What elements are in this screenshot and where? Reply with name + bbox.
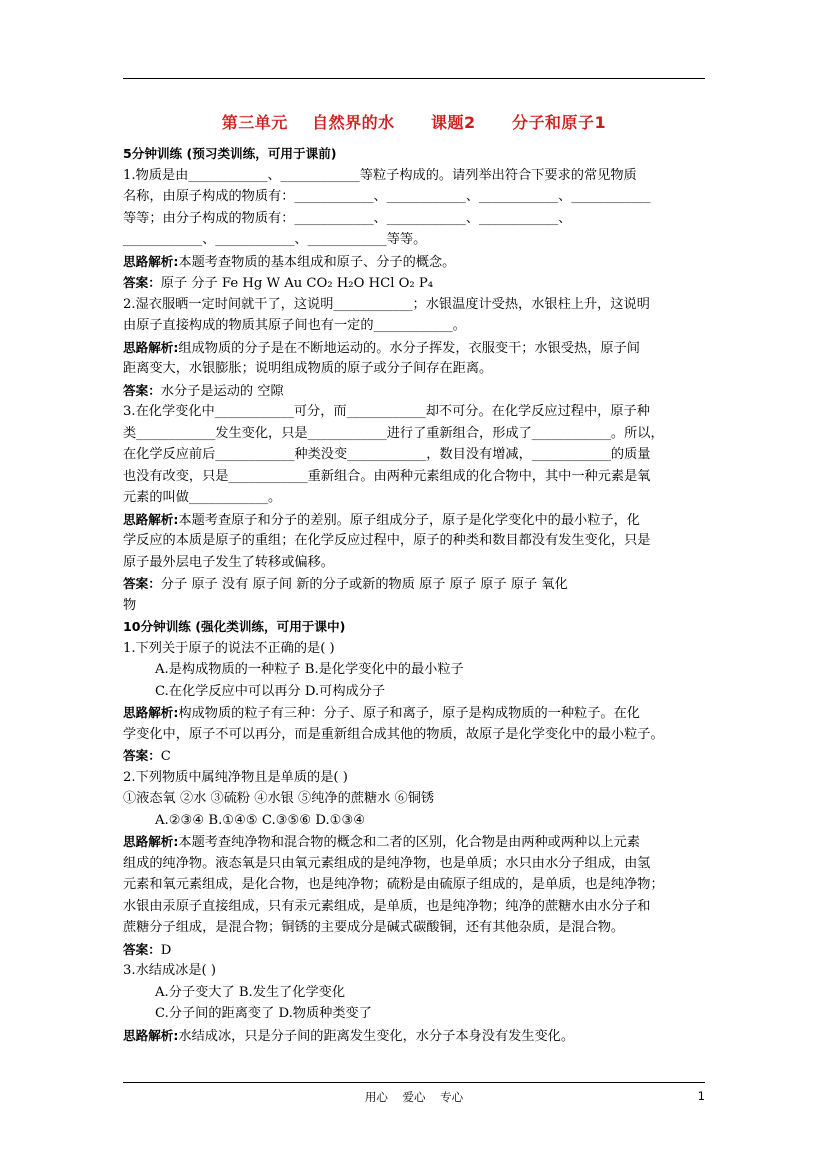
question-text: ①液态氧 ②水 ③硫粉 ④水银 ⑤纯净的蔗糖水 ⑥铜锈 <box>123 791 435 806</box>
answer-text: 答案：分子 原子 没有 原子间 新的分子或新的物质 原子 原子 原子 原子 氧化 <box>123 576 568 592</box>
document-body <box>123 143 705 1046</box>
question-text: 1.物质是由____________、____________等粒子构成的。请列举出符合下要求的常见物质 <box>123 167 637 183</box>
analysis-text: 元素和氧元素组成，是化合物，也是纯净物；硫粉是由硫原子组成的，是单质，也是纯净物； <box>123 877 664 892</box>
analysis-text: 原子最外层电子发生了转移或偏移。 <box>123 554 334 570</box>
question-text: 2.湿衣服晒一定时间就干了，这说明____________；水银温度计受热，水银柱上升，这说明 <box>123 296 650 312</box>
question-text: ____________、____________、____________等等。 <box>123 232 427 247</box>
analysis-text: 思路解析:本题考查物质的基本组成和原子、分子的概念。 <box>123 253 456 270</box>
analysis-text: 思路解析:水结成冰，只是分子间的距离发生变化，水分子本身没有发生变化。 <box>123 1027 575 1044</box>
footer-motto: 用心 爱心 专心 <box>364 1090 464 1104</box>
question-text: 在化学反应前后____________种类没变____________，数目没有增减，____________的质量 <box>123 447 651 462</box>
analysis-label: 思路解析: <box>123 834 179 849</box>
analysis-label: 思路解析: <box>123 705 179 720</box>
option-row: A.②③④ B.①④⑤ C.③⑤⑥ D.①③④ <box>155 812 366 828</box>
question-text: 名称，由原子构成的物质有：____________、____________、____________、____________ <box>123 189 651 204</box>
answer-label: 答案： <box>123 748 161 763</box>
analysis-text: 距离变大，水银膨胀；说明组成物质的原子或分子间存在距离。 <box>123 361 493 376</box>
option-row: C.分子间的距离变了 D.物质种类变了 <box>155 1006 372 1021</box>
answer-label: 答案： <box>123 382 161 398</box>
question-text: 3.在化学变化中____________可分，而____________却不可分。在化学反应过程中，原子种 <box>123 404 650 419</box>
analysis-text: 水银由汞原子直接组成，只有汞元素组成，是单质，也是纯净物；纯净的蔗糖水由水分子和 <box>123 898 651 914</box>
analysis-text: 思路解析:构成物质的粒子有三种：分子、原子和离子，原子是构成物质的一种粒子。在化 <box>123 705 640 721</box>
question-text: 等等；由分子构成的物质有：____________、____________、____________、 <box>123 210 572 226</box>
answer-label: 答案： <box>123 275 161 290</box>
option-row: A.分子变大了 B.发生了化学变化 <box>155 984 346 1000</box>
page-number: 1 <box>697 1089 705 1103</box>
question-text: 2.下列物质中属纯净物且是单质的是( ) <box>123 769 348 785</box>
option-row: C.在化学反应中可以再分 D.可构成分子 <box>155 683 386 699</box>
analysis-label: 思路解析: <box>123 1027 179 1043</box>
analysis-text: 蔗糖分子组成，是混合物；铜锈的主要成分是碱式碳酸铜，还有其他杂质，是混合物。 <box>123 920 625 935</box>
analysis-text: 学变化中，原子不可以再分，而是重新组合成其他的物质，故原子是化学变化中的最小粒子。 <box>123 726 664 742</box>
question-text: 由原子直接构成的物质其原子间也有一定的____________。 <box>123 318 466 333</box>
question-text: 3.水结成冰是( ) <box>123 963 217 978</box>
answer-text: 答案：原子 分子 Fe Hg W Au CO₂ H₂O HCl O₂ P₄ <box>123 275 434 291</box>
footer-rule <box>123 1082 705 1083</box>
analysis-label: 思路解析: <box>123 511 179 527</box>
analysis-text: 思路解析:本题考查原子和分子的差别。原子组成分子，原子是化学变化中的最小粒子，化 <box>123 511 640 528</box>
analysis-text: 学反应的本质是原子的重组；在化学反应过程中，原子的种类和数目都没有发生变化，只是 <box>123 533 651 548</box>
analysis-text: 思路解析:本题考查纯净物和混合物的概念和二者的区别，化合物是由两种或两种以上元素 <box>123 834 640 850</box>
analysis-label: 思路解析: <box>123 339 179 355</box>
answer-label: 答案： <box>123 576 161 591</box>
question-text: 也没有改变，只是____________重新组合。由两种元素组成的化合物中，其中一种元素是氧 <box>123 468 651 484</box>
answer-label: 答案： <box>123 941 161 957</box>
analysis-label: 思路解析: <box>123 253 179 269</box>
header-rule <box>123 78 705 79</box>
section-heading: 5分钟训练 (预习类训练，可用于课前) <box>123 146 337 161</box>
answer-text: 答案：D <box>123 941 172 958</box>
section-heading: 10分钟训练 (强化类训练，可用于课中) <box>123 619 346 634</box>
analysis-text: 思路解析:组成物质的分子是在不断地运动的。水分子挥发，衣服变干；水银受热，原子间 <box>123 339 640 356</box>
answer-text: 答案：水分子是运动的 空隙 <box>123 382 284 399</box>
answer-text: 物 <box>123 597 137 613</box>
question-text: 类____________发生变化，只是____________进行了重新组合，形成了____________。所以， <box>123 425 664 441</box>
option-row: A.是构成物质的一种粒子 B.是化学变化中的最小粒子 <box>155 662 464 677</box>
question-text: 1.下列关于原子的说法不正确的是( ) <box>123 640 335 656</box>
question-text: 元素的叫做____________。 <box>123 490 282 505</box>
analysis-text: 组成的纯净物。液态氧是只由氧元素组成的是纯净物，也是单质；水只由水分子组成，由氢 <box>123 855 651 871</box>
answer-text: 答案：C <box>123 748 171 764</box>
page-title: 第三单元 自然界的水 课题2 分子和原子1 <box>221 113 607 132</box>
